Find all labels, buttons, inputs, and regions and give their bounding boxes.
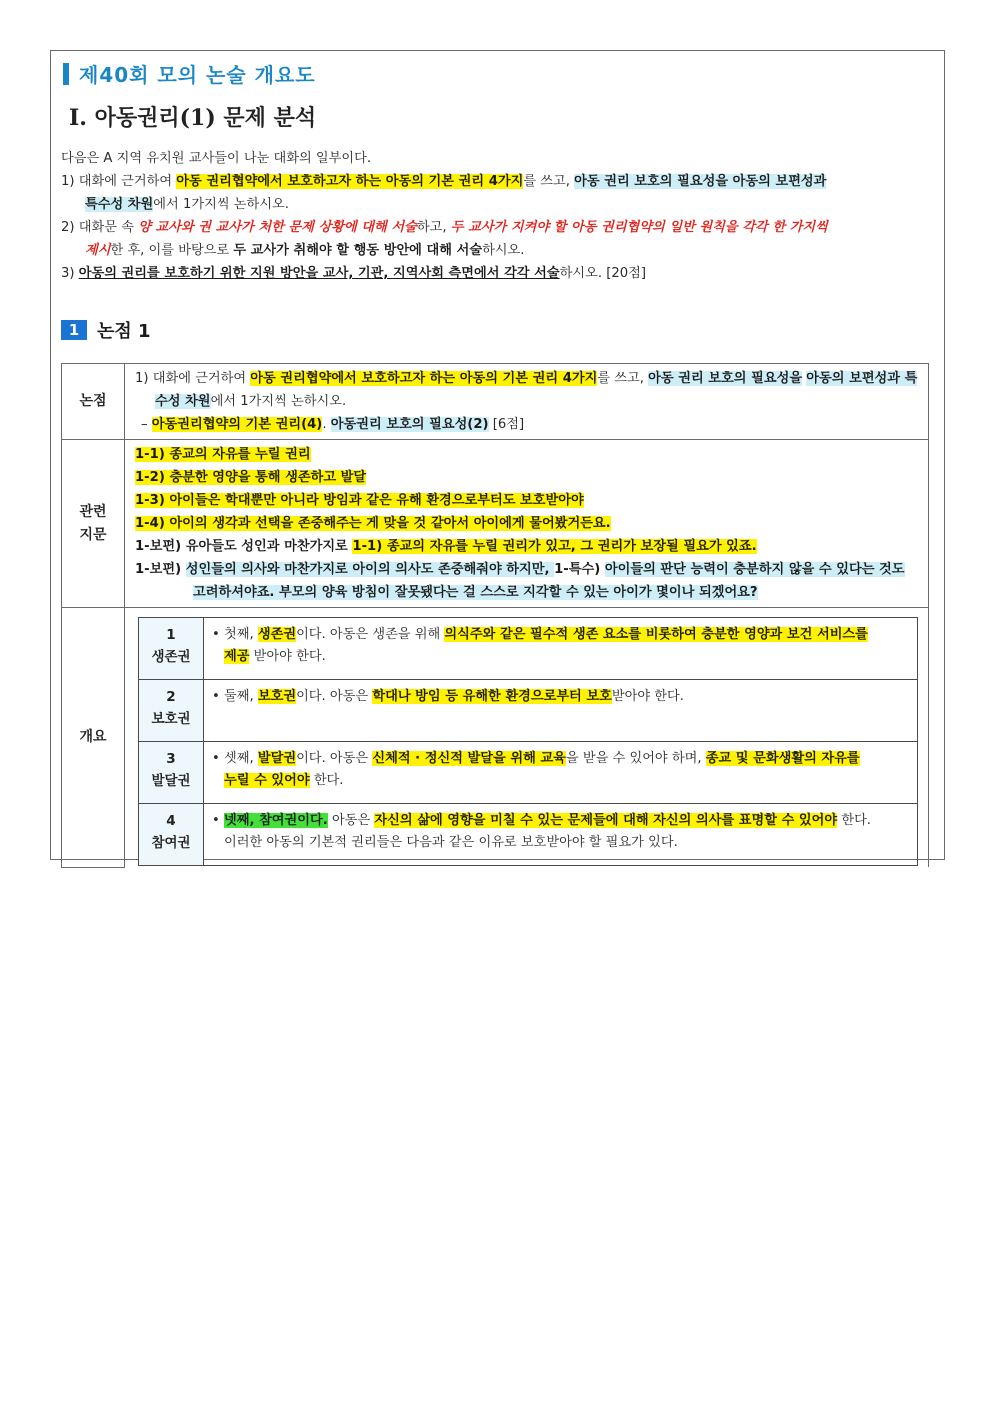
q3-text: 하시오. [20점] bbox=[559, 266, 647, 281]
right-text: 이다. 아동은 생존을 위해 bbox=[296, 627, 445, 642]
q2-text-2: 한 후, 이를 바탕으로 bbox=[110, 243, 234, 258]
right-content-cont bbox=[212, 646, 909, 668]
right-row-development bbox=[139, 742, 918, 804]
issue-number: 1) 대화에 근거하여 bbox=[135, 371, 251, 386]
intro-lead: 다음은 A 지역 유치원 교사들이 나눈 대화의 일부이다. bbox=[61, 151, 372, 166]
point-heading bbox=[61, 317, 151, 343]
page-title: 제40회 모의 논술 개요도 bbox=[79, 63, 316, 87]
issue-text-1: 를 쓰고, bbox=[597, 371, 649, 386]
related-line-1-text: 1-1) 종교의 자유를 누릴 권리 bbox=[135, 447, 311, 462]
issue-label: 논점 bbox=[62, 364, 125, 440]
right-text-2: 받아야 한다. bbox=[249, 649, 326, 664]
related-line-6d: 아이들의 판단 능력이 충분하지 않을 수 있다는 것도 고려하셔야죠. 부모의 양육 방침이 잘못됐다는 걸 스스로 지각할 수 있는 아이가 몇이나 되겠어요? bbox=[193, 562, 905, 600]
right-row-protection bbox=[139, 680, 918, 742]
related-line-6c: 1-특수) bbox=[554, 562, 605, 577]
right-num: 1 bbox=[166, 627, 176, 643]
related-line-1 bbox=[135, 443, 918, 466]
right-num: 2 bbox=[166, 689, 176, 705]
document-frame bbox=[50, 50, 945, 860]
issue-highlight-3: 아동의 보편성과 특수성 차원 bbox=[155, 371, 918, 409]
right-bullet: • 셋째, bbox=[212, 751, 258, 766]
right-bullet: • bbox=[212, 813, 224, 828]
right-content-participation bbox=[204, 804, 918, 866]
related-label-2: 지문 bbox=[79, 526, 107, 543]
q2-red-1: 양 교사와 권 교사가 처한 문제 상황에 대해 서술 bbox=[138, 220, 417, 235]
right-content-survival bbox=[204, 618, 918, 680]
right-label-development bbox=[139, 742, 204, 804]
related-line-3 bbox=[135, 489, 918, 512]
related-line-3-text: 1-3) 아이들은 학대뿐만 아니라 방임과 같은 유해 환경으로부터도 보호받아야 bbox=[135, 493, 584, 508]
question-2-cont bbox=[61, 239, 933, 262]
right-text-2: 을 받을 수 있어야 하며, bbox=[565, 751, 706, 766]
right-text: 아동은 bbox=[327, 813, 375, 828]
question-3 bbox=[61, 262, 933, 285]
q2-text-1: 하고, bbox=[416, 220, 451, 235]
issue-summary-1: 아동권리협약의 기본 권리(4) bbox=[151, 417, 323, 432]
issue-row bbox=[62, 364, 929, 440]
point-number-badge: 1 bbox=[61, 320, 87, 340]
right-highlight: 자신의 삶에 영향을 미칠 수 있는 문제들에 대해 자신의 의사를 표명할 수 있어야 bbox=[374, 813, 838, 828]
analysis-table bbox=[61, 363, 929, 868]
q2-text-3: 하시오. bbox=[482, 243, 525, 258]
header bbox=[63, 59, 316, 88]
right-row-participation bbox=[139, 804, 918, 866]
right-name: 발달권 bbox=[151, 773, 191, 789]
right-term: 생존권 bbox=[257, 627, 297, 642]
related-line-6a: 1-보편) bbox=[135, 562, 186, 577]
outline-label: 개요 bbox=[62, 608, 125, 868]
right-term: 넷째, 참여권이다. bbox=[223, 813, 328, 828]
right-text: 이다. 아동은 bbox=[296, 689, 373, 704]
issue-dash: – bbox=[141, 417, 152, 432]
right-highlight: 신체적 · 정신적 발달을 위해 교육 bbox=[372, 751, 566, 766]
right-label-participation bbox=[139, 804, 204, 866]
related-line-5a: 1-보편) 유아들도 성인과 마찬가지로 bbox=[135, 539, 353, 554]
outline-body bbox=[125, 608, 929, 868]
right-num: 4 bbox=[166, 813, 176, 829]
issue-points: [6점] bbox=[488, 417, 525, 432]
issue-highlight-2: 아동 권리 보호의 필요성을 bbox=[648, 371, 803, 386]
question-1-cont bbox=[61, 193, 933, 216]
question-2 bbox=[61, 216, 933, 239]
issue-text-2: 에서 1가지씩 논하시오. bbox=[210, 394, 347, 409]
right-content-cont bbox=[212, 770, 909, 792]
issue-body bbox=[125, 364, 929, 440]
right-num: 3 bbox=[166, 751, 176, 767]
outline-row bbox=[62, 608, 929, 868]
q1-number: 1) 대화에 근거하여 bbox=[61, 174, 177, 189]
right-term: 발달권 bbox=[257, 751, 297, 766]
related-line-6b: 성인들의 의사와 마찬가지로 아이의 의사도 존중해줘야 하지만, bbox=[185, 562, 555, 577]
related-label bbox=[62, 440, 125, 608]
right-content-protection bbox=[204, 680, 918, 742]
related-line-4 bbox=[135, 512, 918, 535]
question-intro bbox=[61, 147, 933, 285]
right-bullet: • 둘째, bbox=[212, 689, 258, 704]
q1-text-2: 에서 1가지씩 논하시오. bbox=[153, 197, 289, 212]
q2-red-3: 제시 bbox=[85, 243, 111, 258]
related-line-2 bbox=[135, 466, 918, 489]
right-row-survival bbox=[139, 618, 918, 680]
right-text-2: 받아야 한다. bbox=[611, 689, 684, 704]
right-name: 참여권 bbox=[151, 835, 191, 851]
issue-summary-2: 아동권리 보호의 필요성(2) bbox=[330, 417, 489, 432]
q2-bold: 두 교사가 취해야 할 행동 방안에 대해 서술 bbox=[233, 243, 483, 258]
right-label-protection bbox=[139, 680, 204, 742]
right-name: 보호권 bbox=[151, 711, 191, 727]
rights-table bbox=[138, 617, 918, 866]
related-line-2-text: 1-2) 충분한 영양을 통해 생존하고 발달 bbox=[135, 470, 367, 485]
q1-highlight-1: 아동 권리협약에서 보호하고자 하는 아동의 기본 권리 4가지 bbox=[176, 174, 524, 189]
right-bullet: • 첫째, bbox=[212, 627, 258, 642]
related-line-5b: 1-1) 종교의 자유를 누릴 권리가 있고, 그 권리가 보장될 필요가 있죠. bbox=[352, 539, 757, 554]
issue-summary-sep: . bbox=[322, 417, 331, 432]
q2-number: 2) 대화문 속 bbox=[61, 220, 139, 235]
q2-red-2: 두 교사가 지켜야 할 아동 권리협약의 일반 원칙을 각각 한 가지씩 bbox=[450, 220, 828, 235]
related-line-4-text: 1-4) 아이의 생각과 선택을 존중해주는 게 맞을 것 같아서 아이에게 물어봤거든요. bbox=[135, 516, 611, 531]
q1-highlight-3: 특수성 차원 bbox=[85, 197, 154, 212]
related-line-6 bbox=[135, 558, 918, 604]
q3-number: 3) bbox=[61, 266, 79, 281]
right-text: 이다. 아동은 bbox=[296, 751, 373, 766]
right-highlight: 의식주와 같은 필수적 생존 요소를 비롯하여 충분한 영양과 보건 서비스를 bbox=[444, 627, 868, 642]
related-label-1: 관련 bbox=[79, 503, 107, 520]
related-line-5 bbox=[135, 535, 918, 558]
right-content-development bbox=[204, 742, 918, 804]
right-name: 생존권 bbox=[151, 649, 191, 665]
header-accent-bar bbox=[63, 63, 69, 85]
question-1 bbox=[61, 170, 933, 193]
right-highlight-2: 종교 및 문화생활의 자유를 bbox=[705, 751, 860, 766]
right-text-2: 한다. bbox=[837, 813, 872, 828]
issue-text bbox=[135, 367, 918, 413]
related-row bbox=[62, 440, 929, 608]
right-text-3: 한다. bbox=[309, 773, 344, 788]
q1-highlight-2: 아동 권리 보호의 필요성을 아동의 보편성과 bbox=[574, 174, 827, 189]
q1-text-1: 를 쓰고, bbox=[523, 174, 575, 189]
issue-summary bbox=[135, 413, 918, 436]
right-term: 보호권 bbox=[257, 689, 297, 704]
right-content-cont: 이러한 아동의 기본적 권리들은 다음과 같은 이유로 보호받아야 할 필요가 있다. bbox=[224, 835, 678, 850]
q3-bold: 아동의 권리를 보호하기 위한 지원 방안을 교사, 기관, 지역사회 측면에서 각각 서술 bbox=[78, 266, 560, 281]
right-highlight-2: 제공 bbox=[224, 649, 250, 664]
related-body bbox=[125, 440, 929, 608]
right-highlight: 학대나 방임 등 유해한 환경으로부터 보호 bbox=[372, 689, 612, 704]
right-highlight-3: 누릴 수 있어야 bbox=[224, 773, 310, 788]
issue-highlight-1: 아동 권리협약에서 보호하고자 하는 아동의 기본 권리 4가지 bbox=[250, 371, 598, 386]
point-label: 논점 1 bbox=[97, 321, 151, 342]
section-title: Ⅰ. 아동권리(1) 문제 분석 bbox=[69, 105, 317, 131]
right-label-survival bbox=[139, 618, 204, 680]
